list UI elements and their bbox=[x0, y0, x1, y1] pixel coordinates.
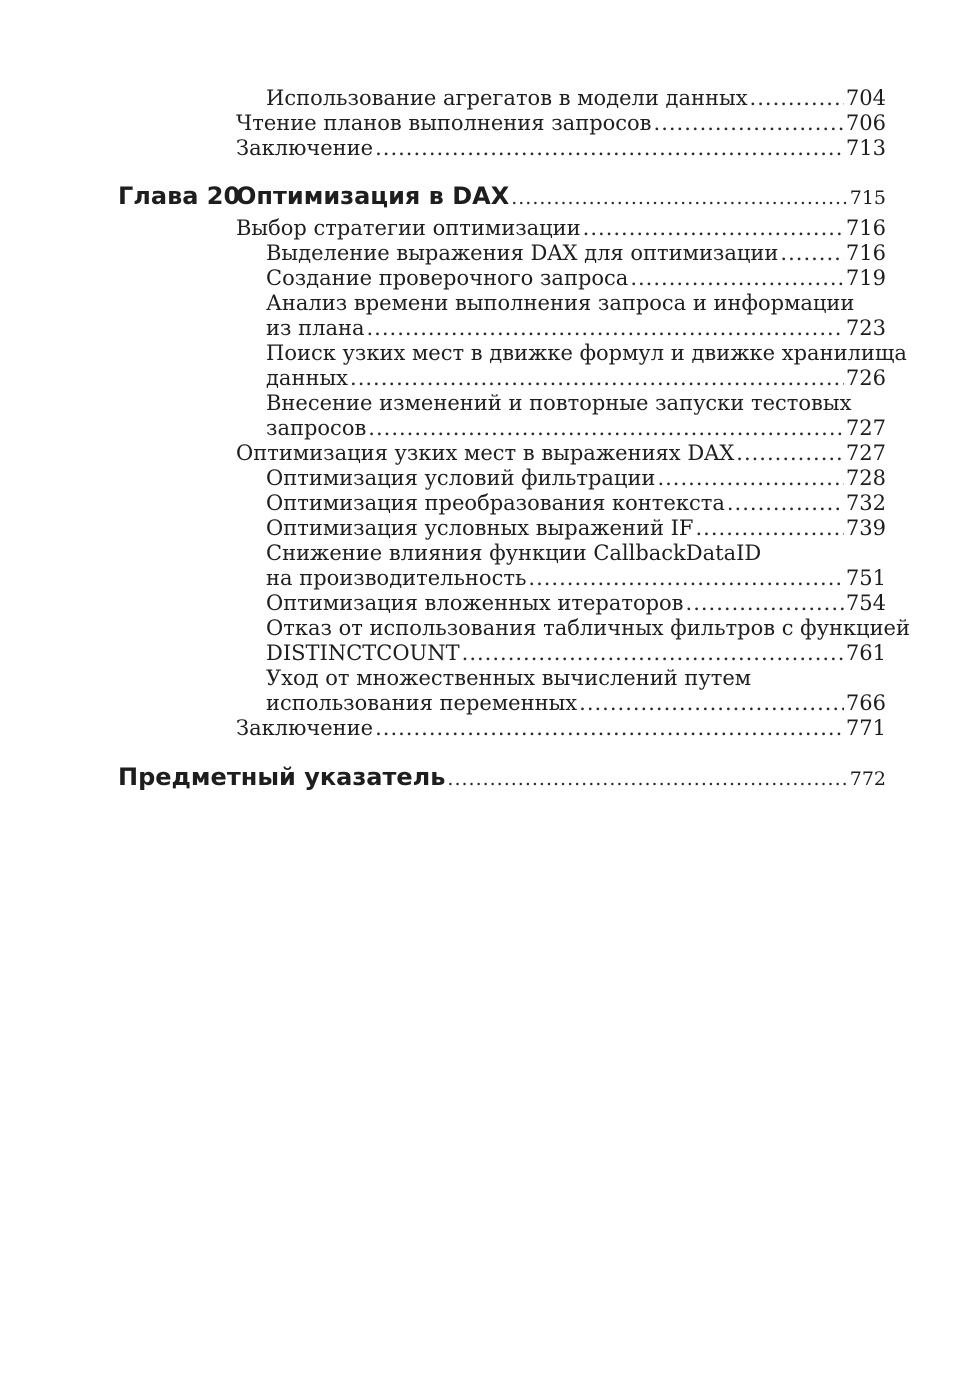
toc-entry[interactable] bbox=[266, 316, 886, 341]
toc-entry[interactable] bbox=[266, 366, 886, 391]
toc-page-number: 771 bbox=[845, 716, 886, 740]
toc-page-number: 727 bbox=[845, 416, 886, 440]
toc-page-number: 766 bbox=[845, 691, 886, 715]
toc-entry-title-line1[interactable]: Отказ от использования табличных фильтров с функцией bbox=[266, 616, 910, 640]
dot-leader bbox=[511, 183, 848, 213]
toc-entry[interactable] bbox=[266, 516, 886, 541]
dot-leader bbox=[686, 591, 844, 616]
chapter-heading[interactable] bbox=[118, 181, 886, 213]
toc-page-number: 719 bbox=[845, 266, 886, 290]
toc-entry-title: Выделение выражения DAX для оптимизации bbox=[266, 241, 779, 265]
dot-leader bbox=[654, 111, 844, 136]
toc-entry-title: Чтение планов выполнения запросов bbox=[236, 111, 652, 135]
toc-page-number: 727 bbox=[845, 441, 886, 465]
toc-entry-title: Оптимизация условных выражений IF bbox=[266, 516, 694, 540]
toc-entry[interactable] bbox=[266, 416, 886, 441]
toc-entry-title: Оптимизация преобразования контекста bbox=[266, 491, 725, 515]
toc-entry-title-line1[interactable]: Снижение влияния функции CallbackDataID bbox=[266, 541, 762, 565]
toc-page-number: 754 bbox=[845, 591, 886, 615]
toc-entry[interactable] bbox=[266, 591, 886, 616]
dot-leader bbox=[462, 641, 844, 666]
toc-entry[interactable] bbox=[266, 241, 886, 266]
toc-entry-title: Заключение bbox=[236, 136, 374, 160]
toc-entry-title: Выбор стратегии оптимизации bbox=[236, 216, 581, 240]
index-title: Предметный указатель bbox=[118, 763, 446, 791]
toc-entry-title-line2: DISTINCTCOUNT bbox=[266, 641, 460, 665]
dot-leader bbox=[367, 316, 844, 341]
toc-entry-title-line2: запросов bbox=[266, 416, 367, 440]
toc-entry-title-line2: использования переменных bbox=[266, 691, 578, 715]
toc-entry-title-line1[interactable]: Анализ времени выполнения запроса и информации bbox=[266, 291, 855, 315]
toc-page-number: 732 bbox=[845, 491, 886, 515]
toc-entry-title-line1[interactable]: Уход от множественных вычислений путем bbox=[266, 666, 752, 690]
chapter-title: Оптимизация в DAX bbox=[236, 182, 510, 210]
dot-leader bbox=[375, 136, 844, 161]
toc-page-number: 715 bbox=[849, 187, 886, 209]
toc-page-number: 713 bbox=[845, 136, 886, 160]
chapter-label: Глава 20 bbox=[118, 182, 241, 210]
toc-entry-title-line1[interactable]: Внесение изменений и повторные запуски тестовых bbox=[266, 391, 852, 415]
dot-leader bbox=[579, 691, 844, 716]
toc-page-number: 706 bbox=[845, 111, 886, 135]
toc-entry[interactable] bbox=[266, 86, 886, 111]
toc-page-number: 723 bbox=[845, 316, 886, 340]
toc-entry[interactable] bbox=[236, 716, 886, 741]
dot-leader bbox=[583, 216, 844, 241]
toc-page-number: 716 bbox=[845, 241, 886, 265]
toc-entry-title-line2: на производительность bbox=[266, 566, 527, 590]
dot-leader bbox=[750, 86, 844, 111]
toc-page-number: 751 bbox=[845, 566, 886, 590]
dot-leader bbox=[368, 416, 844, 441]
toc-entry-title-line2: из плана bbox=[266, 316, 365, 340]
toc-entry-title: Оптимизация узких мест в выражениях DAX bbox=[236, 441, 735, 465]
toc-entry[interactable] bbox=[236, 111, 886, 136]
index-heading[interactable] bbox=[118, 762, 886, 794]
toc-entry-title: Оптимизация вложенных итераторов bbox=[266, 591, 684, 615]
dot-leader bbox=[696, 516, 844, 541]
dot-leader bbox=[736, 441, 844, 466]
dot-leader bbox=[447, 764, 847, 794]
dot-leader bbox=[657, 466, 843, 491]
toc-entry-title-line2: данных bbox=[266, 366, 349, 390]
dot-leader bbox=[528, 566, 844, 591]
toc-entry-title: Использование агрегатов в модели данных bbox=[266, 86, 748, 110]
toc-entry[interactable] bbox=[236, 216, 886, 241]
dot-leader bbox=[780, 241, 843, 266]
toc-page-number: 728 bbox=[845, 466, 886, 490]
toc-page-number: 739 bbox=[845, 516, 886, 540]
toc-page-number: 716 bbox=[845, 216, 886, 240]
toc-entry[interactable] bbox=[266, 266, 886, 291]
toc-page-number: 761 bbox=[845, 641, 886, 665]
toc-entry-title: Оптимизация условий фильтрации bbox=[266, 466, 656, 490]
toc-page-number: 704 bbox=[845, 86, 886, 110]
dot-leader bbox=[727, 491, 844, 516]
toc-entry[interactable] bbox=[266, 491, 886, 516]
toc-page-number: 726 bbox=[845, 366, 886, 390]
toc-entry[interactable] bbox=[266, 641, 886, 666]
toc-entry-title: Заключение bbox=[236, 716, 374, 740]
toc-entry[interactable] bbox=[266, 566, 886, 591]
toc-entry[interactable] bbox=[236, 441, 886, 466]
toc-entry-title: Создание проверочного запроса bbox=[266, 266, 629, 290]
toc-page-number: 772 bbox=[849, 768, 886, 790]
toc-entry[interactable] bbox=[266, 691, 886, 716]
toc-entry[interactable] bbox=[236, 136, 886, 161]
dot-leader bbox=[375, 716, 844, 741]
dot-leader bbox=[350, 366, 844, 391]
dot-leader bbox=[630, 266, 844, 291]
toc-entry-title-line1[interactable]: Поиск узких мест в движке формул и движке хранилища bbox=[266, 341, 907, 365]
toc-entry[interactable] bbox=[266, 466, 886, 491]
